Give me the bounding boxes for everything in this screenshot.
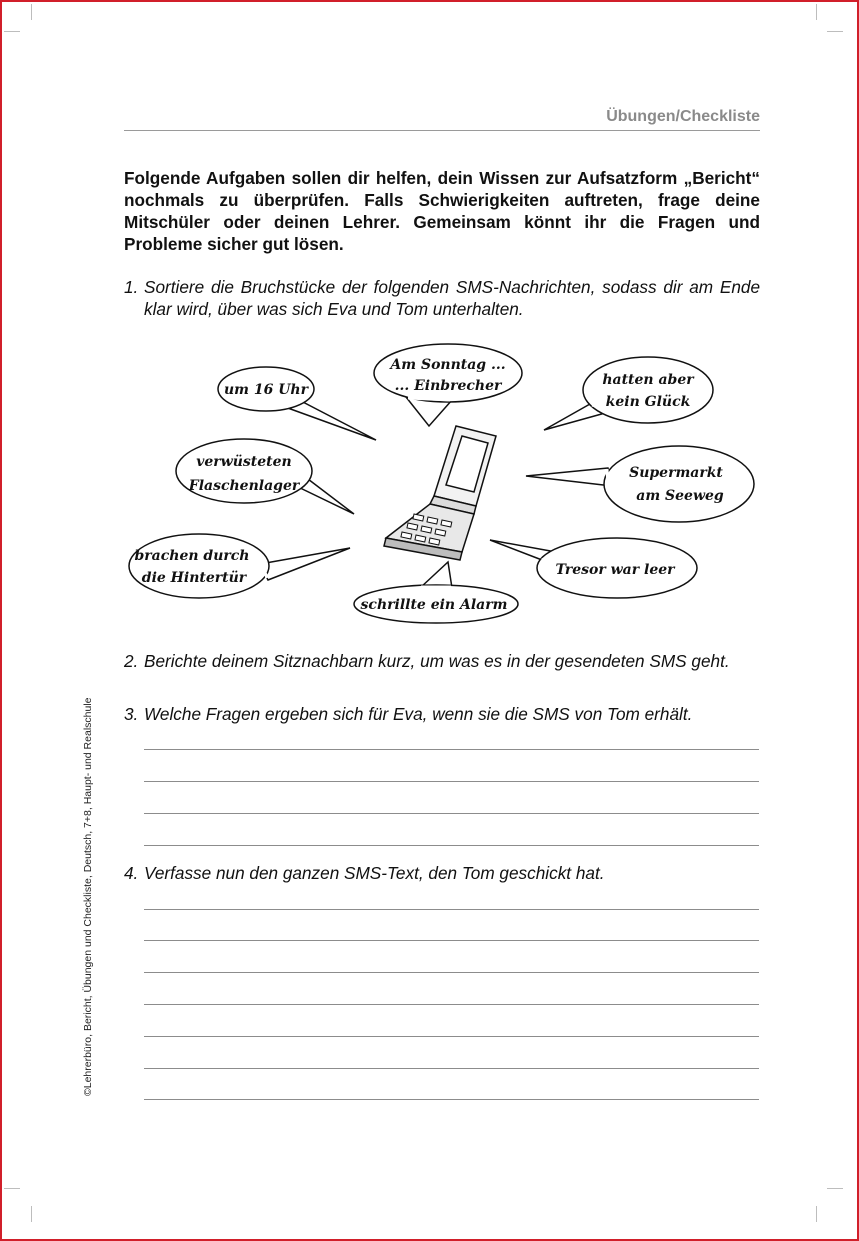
- copyright-credit: ©Lehrerbüro, Bericht, Übungen und Checkliste, Deutsch, 7+8, Haupt- und Realschule: [82, 697, 94, 1096]
- crop-mark: [827, 31, 843, 32]
- answer-line[interactable]: [144, 1099, 759, 1100]
- answer-line[interactable]: [144, 813, 759, 814]
- task-number: 1.: [124, 277, 139, 297]
- section-header: [124, 106, 760, 131]
- crop-mark: [4, 31, 20, 32]
- answer-line[interactable]: [144, 940, 759, 941]
- crop-mark: [816, 4, 817, 20]
- sms-illustration: [124, 338, 760, 628]
- task-3: [124, 703, 760, 725]
- crop-mark: [816, 1206, 817, 1222]
- task-number: 3.: [124, 704, 139, 724]
- speech-bubble-hintertuer: [129, 534, 350, 598]
- crop-mark: [4, 1188, 20, 1189]
- bubble-text: Flaschenlager: [188, 478, 300, 494]
- answer-line[interactable]: [144, 845, 759, 846]
- bubble-text: um 16 Uhr: [224, 382, 308, 398]
- section-title: Übungen/Checkliste: [606, 108, 760, 125]
- bubble-text: Tresor war leer: [555, 562, 675, 578]
- flip-phone-icon: [384, 426, 496, 560]
- task-text: Welche Fragen ergeben sich für Eva, wenn sie die SMS von Tom erhält.: [144, 704, 693, 724]
- task-4: [124, 862, 760, 884]
- bubble-text: kein Glück: [605, 394, 691, 410]
- task-2: [124, 650, 760, 672]
- speech-bubble-supermarkt: [526, 446, 754, 522]
- bubble-text: am Seeweg: [636, 488, 724, 504]
- bubble-text: verwüsteten: [196, 454, 292, 470]
- task-number: 2.: [124, 651, 139, 671]
- bubble-text: die Hintertür: [141, 570, 247, 586]
- answer-line[interactable]: [144, 1036, 759, 1037]
- bubble-text: brachen durch: [134, 548, 250, 564]
- crop-mark: [31, 4, 32, 20]
- bubble-text: ... Einbrecher: [394, 378, 502, 394]
- speech-bubble-um-16-uhr: [218, 367, 376, 440]
- bubble-text: schrillte ein Alarm: [360, 597, 508, 613]
- bubble-text: Supermarkt: [629, 465, 723, 481]
- bubble-text: Am Sonntag ...: [390, 357, 506, 373]
- intro-text: Folgende Aufgaben sollen dir helfen, dein Wissen zur Aufsatzform „Bericht“ nochmals zu überprüfen. Falls Schwierigkeiten auftreten, frage deine Mitschüler oder deinen Lehrer. Gemeinsam könnt ihr die Fragen und Probleme sicher gut lösen.: [124, 168, 760, 254]
- speech-bubble-alarm: [354, 562, 518, 623]
- crop-mark: [827, 1188, 843, 1189]
- speech-bubble-flaschenlager: [176, 439, 354, 514]
- answer-line[interactable]: [144, 972, 759, 973]
- bubble-text: hatten aber: [602, 372, 694, 388]
- answer-line[interactable]: [144, 749, 759, 750]
- crop-mark: [31, 1206, 32, 1222]
- answer-line[interactable]: [144, 1068, 759, 1069]
- answer-line[interactable]: [144, 909, 759, 910]
- task-text: Berichte deinem Sitznachbarn kurz, um was es in der gesendeten SMS geht.: [144, 651, 730, 671]
- task-text: Sortiere die Bruchstücke der folgenden SMS-Nachrichten, sodass dir am Ende klar wird, über was sich Eva und Tom unterhalten.: [144, 277, 760, 319]
- answer-line[interactable]: [144, 781, 759, 782]
- task-1: [124, 276, 760, 320]
- task-text: Verfasse nun den ganzen SMS-Text, den Tom geschickt hat.: [144, 863, 605, 883]
- answer-line[interactable]: [144, 1004, 759, 1005]
- task-number: 4.: [124, 863, 139, 883]
